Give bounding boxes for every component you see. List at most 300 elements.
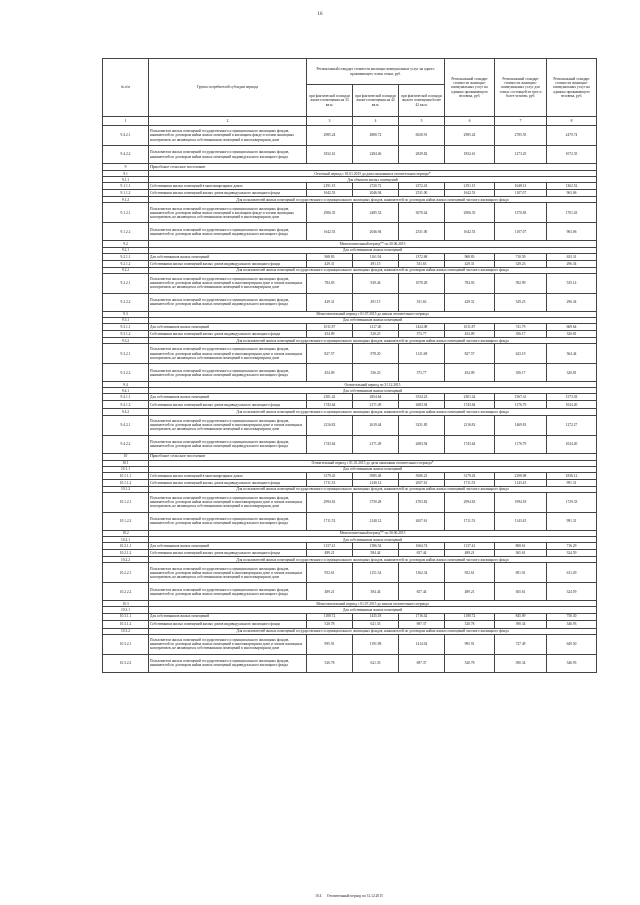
row-value: 329.23 xyxy=(495,293,547,311)
period-number: 10.2.1 xyxy=(103,537,149,543)
period-title: Для собственников жилых помещений xyxy=(149,537,597,543)
row-value: 489.21 xyxy=(307,583,353,601)
section-title: Приобское сельское поселение xyxy=(149,164,597,171)
row-group-name: Собственники жилых помещений жилых домов индивидуального жилищного фонда xyxy=(149,190,307,197)
row-value: 536.25 xyxy=(353,364,399,382)
row-value: 1011.87 xyxy=(445,324,495,331)
row-group-name: Для собственников жилых помещений xyxy=(149,253,307,260)
row-value: 429.31 xyxy=(307,260,353,267)
row-value: 1414.02 xyxy=(399,634,445,654)
row-value: 584.44 xyxy=(353,550,399,557)
row-number: 10.2.2.2 xyxy=(103,583,149,601)
row-value: 929.44 xyxy=(353,273,399,293)
row-number: 9.2.2.2 xyxy=(103,293,149,311)
row-value: 2171.49 xyxy=(353,435,399,453)
row-group-name: Собственники жилых помещений жилых домов индивидуального жилищного фонда xyxy=(149,620,307,628)
row-value: 1272.27 xyxy=(547,415,597,435)
period-number: 10.1 xyxy=(103,460,149,466)
row-value: 2683.94 xyxy=(399,401,445,409)
row-value: 4703.82 xyxy=(399,492,445,512)
row-value: 3179.43 xyxy=(307,472,353,479)
col-number: 8 xyxy=(547,117,597,126)
row-value: 691.01 xyxy=(495,563,547,583)
row-value: 808.61 xyxy=(495,543,547,550)
row-value: 454.09 xyxy=(307,364,353,382)
period-number: 9.1 xyxy=(103,171,149,177)
row-value: 697.37 xyxy=(399,620,445,628)
table-row xyxy=(103,512,597,530)
row-value: 1180.72 xyxy=(307,613,353,620)
header-sub1: при фактической площади жилого помещения на 33 кв.м. xyxy=(307,85,353,117)
row-value: 1743.64 xyxy=(307,435,353,453)
header-regional-standard: Региональный стандарт стоимости жилищно-коммунальных услуг на одного проживающего члена семьи, руб. xyxy=(307,59,445,85)
row-value: 2829.82 xyxy=(399,146,445,164)
row-value: 1161.94 xyxy=(353,253,399,260)
row-number: 9.1.2.2 xyxy=(103,223,149,241)
row-value: 633.31 xyxy=(547,253,597,260)
row-value: 2906.35 xyxy=(445,203,495,223)
row-value: 2854.64 xyxy=(353,394,399,401)
row-number: 10.2.1.1 xyxy=(103,543,149,550)
table-row xyxy=(103,126,597,146)
row-value: 1716.42 xyxy=(399,613,445,620)
period-title: Для собственников жилых помещений xyxy=(149,466,597,472)
table-row xyxy=(103,583,597,601)
row-group-name: Пользователи жилых помещений государственного и муниципального жилищных фондов, нанимателей по договорам найма жилых помещений индивидуального жилищного фонда xyxy=(149,583,307,601)
period-title: Для собственников жилых помещений xyxy=(149,607,597,613)
table-row xyxy=(103,324,597,331)
row-value: 489.21 xyxy=(307,550,353,557)
row-value: 963.06 xyxy=(547,190,597,197)
row-value: 991.31 xyxy=(547,512,597,530)
row-value: 324.59 xyxy=(547,583,597,601)
row-value: 2994.63 xyxy=(307,492,353,512)
row-number: 9.4.1.1 xyxy=(103,394,149,401)
table-row xyxy=(103,654,597,672)
row-value: 346.93 xyxy=(547,620,597,628)
period-title: Для объектов жилых помещений xyxy=(149,177,597,183)
row-value: 2683.94 xyxy=(399,435,445,453)
row-value: 2657.61 xyxy=(399,512,445,530)
row-group-name: Пользователи жилых помещений государственного и муниципального жилищных фондов, нанимателей по договорам найма жилых помещений индивидуального жилищного фонда xyxy=(149,293,307,311)
row-number: 10.2.2.1 xyxy=(103,563,149,583)
row-value: 3179.43 xyxy=(445,472,495,479)
column-number-row xyxy=(103,117,597,126)
table-row xyxy=(103,415,597,435)
row-value: 2657.61 xyxy=(399,479,445,486)
period-title: Отопительный период с 01.01.2015 до даты окончания отопительного периода* xyxy=(149,460,597,466)
period-number: 9.3.1 xyxy=(103,317,149,323)
period-title: Для пользователей жилых помещений государственного и муниципального жилищных фондов, нанимателей по договорам найма жилых помещений частного жилищного фонда xyxy=(149,628,597,634)
row-number: 10.3.1.1 xyxy=(103,613,149,620)
row-value: 657.44 xyxy=(399,583,445,601)
row-number: 9.2.1.1 xyxy=(103,253,149,260)
row-value: 365.61 xyxy=(495,583,547,601)
row-value: 2531.00 xyxy=(399,190,445,197)
row-value: 669.64 xyxy=(547,324,597,331)
header-col6: Региональный стандарт стоимости жилищно-коммунальных услуг на одиноко проживающего человека, руб. xyxy=(445,59,495,117)
row-value: 784.03 xyxy=(307,273,353,293)
table-row xyxy=(103,344,597,364)
table-row xyxy=(103,190,597,197)
row-value: 573.77 xyxy=(399,364,445,382)
period-number: 10.2 xyxy=(103,530,149,536)
row-number: 10.3.2.1 xyxy=(103,634,149,654)
period-number: 9.4.2 xyxy=(103,409,149,415)
row-value: 2372.43 xyxy=(399,183,445,190)
col-number: 5 xyxy=(399,117,445,126)
row-value: 1137.41 xyxy=(445,543,495,550)
row-value: 1711.53 xyxy=(307,512,353,530)
row-group-name: Собственники жилых помещений жилых домов индивидуального жилищного фонда xyxy=(149,550,307,557)
period-title: Межотопительный период** по 30.06.2015 xyxy=(149,530,597,536)
row-number: 9.4.2.1 xyxy=(103,126,149,146)
period-number: 9.2.2 xyxy=(103,267,149,273)
row-value: 3070.44 xyxy=(399,203,445,223)
table-row xyxy=(103,401,597,409)
row-value: 6020.91 xyxy=(399,126,445,146)
table-row xyxy=(103,620,597,628)
row-number: 9.4.2.2 xyxy=(103,435,149,453)
row-group-name: Для собственников жилых помещений xyxy=(149,613,307,620)
row-group-name: Пользователи жилых помещений государственного и муниципального жилищных фондов, нанимателей по договорам найма жилых помещений в многоквартирном доме и членов жилищных кооперативов, не являющихся собственниками помещений в многоквартирном доме xyxy=(149,415,307,435)
period-number: 10.3.1 xyxy=(103,607,149,613)
row-value: 2720.72 xyxy=(353,183,399,190)
section-number: 9 xyxy=(103,164,149,171)
period-number: 10.2.2 xyxy=(103,557,149,563)
row-number: 9.4.2.2 xyxy=(103,146,149,164)
period-number: 9.3.2 xyxy=(103,338,149,344)
row-value: 573.77 xyxy=(399,331,445,338)
row-value: 491.15 xyxy=(353,260,399,267)
row-value: 845.09 xyxy=(495,613,547,620)
row-value: 1151.34 xyxy=(353,563,399,583)
row-value: 1176.79 xyxy=(495,401,547,409)
row-group-name: Пользователи жилых помещений государственного и муниципального жилищных фондов, нанимателей по договорам найма жилых помещений индивидуального жилищного фонда xyxy=(149,146,307,164)
row-group-name: Собственники жилых помещений жилых домов индивидуального жилищного фонда xyxy=(149,260,307,267)
row-group-name: Собственники жилых помещений в многоквартирных домах xyxy=(149,472,307,479)
row-number: 9.1.2.1 xyxy=(103,203,149,223)
row-value: 531.63 xyxy=(399,293,445,311)
row-group-name: Для собственников жилых помещений xyxy=(149,394,307,401)
row-value: 1642.53 xyxy=(307,223,353,241)
row-value: 1176.79 xyxy=(495,435,547,453)
period-title: Для пользователей жилых помещений государственного и муниципального жилищных фондов, нанимателей по договорам найма жилых помещений частного жилищного фонда xyxy=(149,409,597,415)
row-value: 535.14 xyxy=(547,273,597,293)
col-number: 2 xyxy=(149,117,307,126)
row-value: 2985.24 xyxy=(307,126,353,146)
header-col-no: № п/п xyxy=(103,59,149,117)
row-value: 356.17 xyxy=(495,331,547,338)
table-row xyxy=(103,223,597,241)
row-value: 1701.43 xyxy=(547,203,597,223)
row-value: 454.09 xyxy=(445,364,495,382)
period-number: 9.1.2 xyxy=(103,197,149,203)
period-number: 10.3 xyxy=(103,601,149,607)
row-value: 2531.00 xyxy=(399,223,445,241)
table-row xyxy=(103,634,597,654)
table-row xyxy=(103,364,597,382)
row-value: 324.59 xyxy=(547,550,597,557)
row-value: 564.44 xyxy=(547,344,597,364)
row-value: 741.79 xyxy=(495,324,547,331)
row-value: 2046.94 xyxy=(353,223,399,241)
row-value: 952.61 xyxy=(445,563,495,583)
header-sub2: при фактической площади жилого помещения на 42 кв.м. xyxy=(353,85,399,117)
col-number: 6 xyxy=(445,117,495,126)
table-row xyxy=(103,543,597,550)
row-value: 2485.52 xyxy=(353,203,399,223)
row-value: 2191.15 xyxy=(307,183,353,190)
row-value: 1642.53 xyxy=(307,190,353,197)
row-value: 2906.35 xyxy=(307,203,353,223)
row-value: 963.06 xyxy=(547,223,597,241)
row-value: 2116.82 xyxy=(445,415,495,435)
row-value: 520.78 xyxy=(307,620,353,628)
row-value: 329.23 xyxy=(495,260,547,267)
row-value: 592.99 xyxy=(495,273,547,293)
row-number: 9.2.1.2 xyxy=(103,260,149,267)
period-title: Межотопительный период с 01.07.2015 до начала отопительного периода xyxy=(149,601,597,607)
row-number: 10.1.1.1 xyxy=(103,472,149,479)
row-value: 390.34 xyxy=(495,654,547,672)
row-group-name: Собственники жилых помещений жилых домов индивидуального жилищного фонда xyxy=(149,401,307,409)
period-title: Для собственников жилых помещений xyxy=(149,388,597,394)
col-number: 1 xyxy=(103,117,149,126)
row-value: 968.83 xyxy=(445,253,495,260)
period-title: Для пользователей жилых помещений государственного и муниципального жилищных фондов, нанимателей по договорам найма жилых помещений частного жилищного фонда xyxy=(149,197,597,203)
section-row xyxy=(103,453,597,460)
row-number: 10.1.1.2 xyxy=(103,479,149,486)
table-row xyxy=(103,472,597,479)
period-title: Для собственников жилых помещений xyxy=(149,247,597,253)
row-group-name: Для собственников жилых помещений xyxy=(149,324,307,331)
row-value: 621.33 xyxy=(353,620,399,628)
row-value: 2994.63 xyxy=(445,492,495,512)
row-value: 365.61 xyxy=(495,550,547,557)
period-number: 9.3 xyxy=(103,311,149,317)
row-value: 2046.94 xyxy=(353,190,399,197)
table-row xyxy=(103,394,597,401)
row-value: 1024.20 xyxy=(547,401,597,409)
row-number: 9.1.1.1 xyxy=(103,183,149,190)
row-group-name: Пользователи жилых помещений государственного и муниципального жилищных фондов, нанимателей по договорам найма жилых помещений в жилищном фонде и членов жилищных кооперативов, не являющихся собственниками помещений в многоквартирном доме xyxy=(149,126,307,146)
period-title: Для собственников жилых помещений xyxy=(149,317,597,323)
row-value: 429.31 xyxy=(307,293,353,311)
period-number: 9.2.1 xyxy=(103,247,149,253)
regional-standards-table xyxy=(102,58,597,673)
row-value: 750.30 xyxy=(547,613,597,620)
header-col-group: Группа потребителей субсидии периода xyxy=(149,59,307,117)
row-value: 1648.13 xyxy=(495,183,547,190)
period-number: 10.3.2 xyxy=(103,628,149,634)
section-row xyxy=(103,164,597,171)
row-number: 10.2.1.2 xyxy=(103,550,149,557)
row-value: 1143.45 xyxy=(495,512,547,530)
row-group-name: Собственники жилых помещений жилых домов индивидуального жилищного фонда xyxy=(149,331,307,338)
row-value: 1362.52 xyxy=(547,183,597,190)
table-row xyxy=(103,479,597,486)
tail-text: Отопительный период по 31.12.2015 xyxy=(326,894,383,898)
row-group-name: Пользователи жилых помещений государственного и муниципального жилищных фондов, нанимателей по договорам найма жилых помещений индивидуального жилищного фонда xyxy=(149,223,307,241)
row-value: 716.29 xyxy=(547,543,597,550)
row-value: 1070.28 xyxy=(399,273,445,293)
row-value: 727.49 xyxy=(495,634,547,654)
row-number: 10.3.1.2 xyxy=(103,620,149,628)
row-number: 10.3.2.2 xyxy=(103,654,149,672)
period-number: 9.4 xyxy=(103,382,149,388)
row-value: 1711.53 xyxy=(445,479,495,486)
row-value: 1372.68 xyxy=(399,253,445,260)
row-value: 1469.81 xyxy=(495,415,547,435)
row-value: 1743.64 xyxy=(307,401,353,409)
row-value: 429.31 xyxy=(445,293,495,311)
row-value: 1273.25 xyxy=(495,146,547,164)
period-title: Для пользователей жилых помещений государственного и муниципального жилищных фондов, нанимателей по договорам найма жилых помещений частного жилищного фонда xyxy=(149,338,597,344)
row-value: 978.20 xyxy=(353,344,399,364)
row-value: 1642.53 xyxy=(445,190,495,197)
table-row xyxy=(103,563,597,583)
row-value: 1711.53 xyxy=(445,512,495,530)
row-value: 2108.08 xyxy=(495,472,547,479)
row-value: 1729.33 xyxy=(547,492,597,512)
table-row xyxy=(103,293,597,311)
table-row xyxy=(103,613,597,620)
row-value: 657.44 xyxy=(399,550,445,557)
row-value: 1107.07 xyxy=(495,190,547,197)
row-value: 1107.07 xyxy=(495,223,547,241)
period-title: Для пользователей жилых помещений государственного и муниципального жилищных фондов, нанимателей по договорам найма жилых помещений частного жилищного фонда xyxy=(149,557,597,563)
row-value: 2140.12 xyxy=(353,479,399,486)
row-value: 2985.24 xyxy=(445,126,495,146)
row-group-name: Для собственников жилых помещений xyxy=(149,543,307,550)
row-value: 1711.53 xyxy=(307,479,353,486)
row-value: 621.33 xyxy=(353,654,399,672)
table-row xyxy=(103,273,597,293)
table-row xyxy=(103,203,597,223)
row-value: 1424.08 xyxy=(399,324,445,331)
table-row xyxy=(103,331,597,338)
table-row xyxy=(103,435,597,453)
row-value: 1137.41 xyxy=(307,543,353,550)
row-number: 9.3.2.2 xyxy=(103,364,149,382)
header-sub3: при фактической площади жилого помещения более 42 кв.м. xyxy=(399,85,445,117)
row-value: 2191.15 xyxy=(445,183,495,190)
row-value: 1011.87 xyxy=(307,324,353,331)
row-value: 4880.72 xyxy=(353,126,399,146)
row-value: 995.91 xyxy=(445,634,495,654)
row-value: 356.17 xyxy=(495,364,547,382)
row-number: 9.3.1.1 xyxy=(103,324,149,331)
col-number: 7 xyxy=(495,117,547,126)
row-value: 2140.12 xyxy=(353,512,399,530)
section-title: Приобское сельское поселение xyxy=(149,453,597,460)
row-value: 296.34 xyxy=(547,293,597,311)
row-value: 520.78 xyxy=(307,654,353,672)
row-value: 1743.64 xyxy=(445,401,495,409)
table-row xyxy=(103,260,597,267)
row-value: 710.59 xyxy=(495,253,547,260)
row-number: 10.1.2.2 xyxy=(103,512,149,530)
row-value: 1836.12 xyxy=(547,472,597,479)
row-value: 1370.83 xyxy=(495,203,547,223)
period-title: Для пользователей жилых помещений государственного и муниципального жилищных фондов, нанимателей по договорам найма жилых помещений частного жилищного фонда xyxy=(149,486,597,492)
page-number: 16 xyxy=(317,12,323,17)
row-value: 346.93 xyxy=(547,654,597,672)
row-value: 520.78 xyxy=(445,620,495,628)
row-value: 1362.34 xyxy=(399,563,445,583)
row-value: 1143.45 xyxy=(495,479,547,486)
section-number: 10 xyxy=(103,453,149,460)
header-col7: Региональный стандарт стоимости жилищно-коммунальных услуг для семьи, состоящей из трех и более человек, руб. xyxy=(495,59,547,117)
row-number: 9.4.2.1 xyxy=(103,415,149,435)
period-number: 9.1.1 xyxy=(103,177,149,183)
row-group-name: Пользователи жилых помещений государственного и муниципального жилищных фондов, нанимателей по договорам найма жилых помещений индивидуального жилищного фонда xyxy=(149,512,307,530)
row-value: 968.83 xyxy=(307,253,353,260)
row-group-name: Пользователи жилых помещений государственного и муниципального жилищных фондов, нанимателей по договорам найма жилых помещений в многоквартирном доме и членов жилищных кооперативов, не являющихся собственниками помещений в многоквартирном доме xyxy=(149,273,307,293)
col-number: 4 xyxy=(353,117,399,126)
row-value: 1435.18 xyxy=(353,613,399,620)
row-value: 429.31 xyxy=(445,260,495,267)
table-body xyxy=(103,126,597,673)
row-value: 1743.64 xyxy=(445,435,495,453)
row-value: 2619.44 xyxy=(353,415,399,435)
row-group-name: Пользователи жилых помещений государственного и муниципального жилищных фондов, нанимателей по договорам найма жилых помещений в многоквартирном доме и членов жилищных кооперативов, не являющихся собственниками помещений в многоквартирном доме xyxy=(149,563,307,583)
row-value: 1832.61 xyxy=(445,146,495,164)
row-value: 320.81 xyxy=(547,364,597,382)
row-value: 827.57 xyxy=(307,344,353,364)
table-row xyxy=(103,253,597,260)
header-col8: Региональный стандарт стоимости жилищно-коммунальных услуг на одиноко проживающего человека, руб. xyxy=(547,59,597,117)
row-value: 3231.85 xyxy=(399,415,445,435)
period-number: 9.4.1 xyxy=(103,388,149,394)
row-value: 1573.03 xyxy=(547,394,597,401)
row-value: 1642.53 xyxy=(445,223,495,241)
row-value: 1386.54 xyxy=(353,543,399,550)
row-value: 296.34 xyxy=(547,260,597,267)
period-number: 10.1.1 xyxy=(103,466,149,472)
row-value: 5006.23 xyxy=(399,472,445,479)
row-value: 1217.40 xyxy=(353,324,399,331)
row-value: 491.15 xyxy=(353,293,399,311)
row-value: 3985.48 xyxy=(353,472,399,479)
row-value: 1072.35 xyxy=(547,146,597,164)
row-group-name: Пользователи жилых помещений государственного и муниципального жилищных фондов, нанимателей по договорам найма жилых помещений в многоквартирном доме и членов жилищных кооперативов, не являющихся собственниками помещений в многоквартирном доме xyxy=(149,492,307,512)
tail-no: 10.4 xyxy=(315,894,322,898)
row-value: 3534.23 xyxy=(399,394,445,401)
row-group-name: Пользователи жилых помещений государственного и муниципального жилищных фондов, нанимателей по договорам найма жилых помещений в многоквартирном доме и членов жилищных кооперативов, не являющихся собственниками помещений в многоквартирном доме xyxy=(149,344,307,364)
row-value: 995.91 xyxy=(307,634,353,654)
row-group-name: Пользователи жилых помещений государственного и муниципального жилищных фондов, нанимателей по договорам найма жилых помещений в многоквартирном доме и членов жилищных кооперативов, не являющихся собственниками помещений в многоквартирном доме xyxy=(149,634,307,654)
period-title: Межотопительный период с 01.07.2015 до начала отопительного периода xyxy=(149,311,597,317)
row-value: 1191.98 xyxy=(353,634,399,654)
row-number: 9.3.2.1 xyxy=(103,344,149,364)
row-value: 2171.49 xyxy=(353,401,399,409)
row-group-name: Пользователи жилых помещений государственного и муниципального жилищных фондов, нанимателей по договорам найма жилых помещений индивидуального жилищного фонда xyxy=(149,654,307,672)
table-row xyxy=(103,492,597,512)
row-value: 611.49 xyxy=(547,563,597,583)
row-group-name: Пользователи жилых помещений государственного и муниципального жилищных фондов, нанимателей по договорам найма жилых помещений индивидуального жилищного фонда xyxy=(149,364,307,382)
row-group-name: Пользователи жилых помещений государственного и муниципального жилищных фондов, нанимателей по договорам найма жилых помещений индивидуального жилищного фонда xyxy=(149,435,307,453)
row-value: 2785.55 xyxy=(495,126,547,146)
row-value: 1832.61 xyxy=(307,146,353,164)
table-row xyxy=(103,146,597,164)
row-number: 9.1.1.2 xyxy=(103,190,149,197)
row-group-name: Собственники жилых помещений в многоквартирных домах xyxy=(149,183,307,190)
row-value: 991.31 xyxy=(547,479,597,486)
row-group-name: Собственники жилых помещений жилых домов индивидуального жилищного фонда xyxy=(149,479,307,486)
row-value: 1567.41 xyxy=(495,394,547,401)
